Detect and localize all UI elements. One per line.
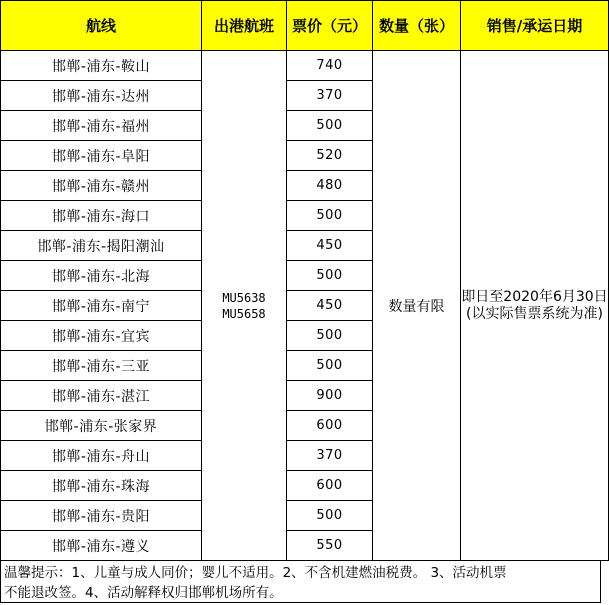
header-period: 销售/承运日期 [461,1,609,51]
route-cell: 邯郸-浦东-南宁 [1,291,202,321]
route-cell: 邯郸-浦东-揭阳潮汕 [1,231,202,261]
route-cell: 邯郸-浦东-达州 [1,81,202,111]
price-cell: 500 [287,351,373,381]
price-cell: 740 [287,51,373,81]
price-cell: 600 [287,411,373,441]
route-cell: 邯郸-浦东-鞍山 [1,51,202,81]
price-cell: 500 [287,501,373,531]
price-cell: 450 [287,291,373,321]
flight-numbers-cell [202,51,287,561]
price-cell: 520 [287,141,373,171]
header-price: 票价（元） [287,1,373,51]
route-cell: 邯郸-浦东-北海 [1,261,202,291]
route-cell: 邯郸-浦东-三亚 [1,351,202,381]
route-cell: 邯郸-浦东-舟山 [1,441,202,471]
price-cell: 450 [287,231,373,261]
route-cell: 邯郸-浦东-赣州 [1,171,202,201]
price-cell: 370 [287,81,373,111]
price-cell: 550 [287,531,373,561]
route-cell: 邯郸-浦东-珠海 [1,471,202,501]
route-cell: 邯郸-浦东-贵阳 [1,501,202,531]
table-row [1,51,609,81]
header-row [1,1,609,51]
notice-line-2: 不能退改签。4、活动解释权归邯郸机场所有。 [4,585,283,601]
route-cell: 邯郸-浦东-福州 [1,111,202,141]
price-cell: 480 [287,171,373,201]
flight-number: MU5658 [222,306,266,321]
route-cell: 邯郸-浦东-宜宾 [1,321,202,351]
flight-number: MU5638 [222,290,266,305]
price-cell: 500 [287,111,373,141]
quantity-cell: 数量有限 [373,51,461,561]
price-cell: 370 [287,441,373,471]
header-route: 航线 [1,1,202,51]
route-cell: 邯郸-浦东-张家界 [1,411,202,441]
header-quantity: 数量（张） [373,1,461,51]
notice-line-1: 温馨提示：1、儿童与成人同价；婴儿不适用。2、不含机建燃油税费。 3、活动机票 [4,565,507,581]
price-cell: 500 [287,321,373,351]
route-cell: 邯郸-浦东-遵义 [1,531,202,561]
fare-table-body [1,51,609,561]
route-cell: 邯郸-浦东-阜阳 [1,141,202,171]
price-cell: 500 [287,261,373,291]
route-cell: 邯郸-浦东-湛江 [1,381,202,411]
notice-text [0,561,601,603]
price-cell: 500 [287,201,373,231]
sales-period-cell: 即日至2020年6月30日(以实际售票系统为准) [461,51,609,561]
price-cell: 600 [287,471,373,501]
price-cell: 900 [287,381,373,411]
header-flight: 出港航班 [202,1,287,51]
route-cell: 邯郸-浦东-海口 [1,201,202,231]
